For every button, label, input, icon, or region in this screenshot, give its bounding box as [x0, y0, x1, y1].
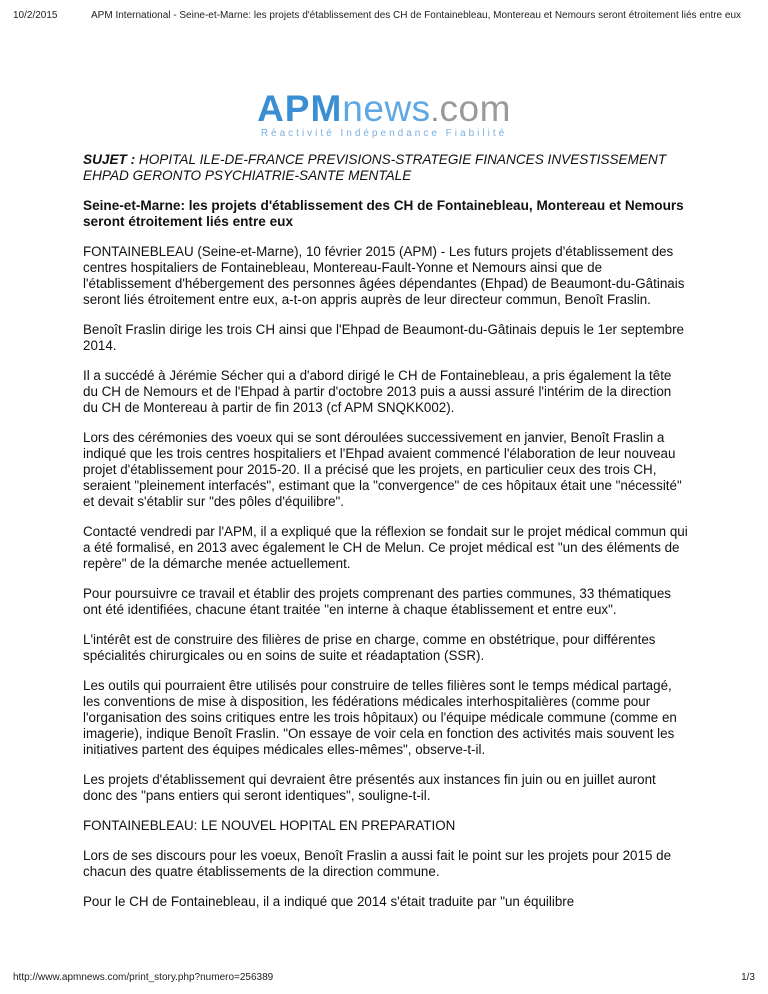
subject-text: HOPITAL ILE-DE-FRANCE PREVISIONS-STRATEGIE FINANCES INVESTISSEMENT EHPAD GERONTO PSYCHIATRIE-SANTE MENTALE: [83, 152, 667, 183]
paragraph: Lors des cérémonies des voeux qui se sont déroulées successivement en janvier, Benoît Fraslin a indiqué que les trois centres hospitaliers et l'Ehpad avaient commencé l'élaboration de leur nouveau projet d'établissement pour 2015-20. Il a précisé que les projets, en particulier ceux des trois CH, seraient "pleinement interfacés", estimant que la "convergence" de ces hôpitaux était une "nécessité" et devait s'établir sur "des pôles d'équilibre".: [83, 430, 682, 509]
paragraph: Les projets d'établissement qui devraient être présentés aux instances fin juin ou en juillet auront donc des "pans entiers qui seront identiques", souligne-t-il.: [83, 772, 656, 803]
print-title: APM International - Seine-et-Marne: les projets d'établissement des CH de Fontainebleau, Montereau et Nemours seront étroitement liés entre eux: [91, 10, 742, 21]
subject-label: SUJET :: [83, 152, 136, 167]
logo-tagline: Réactivité Indépendance Fiabilité: [260, 128, 508, 139]
paragraph: L'intérêt est de construire des filières de prise en charge, comme en obstétrique, pour différentes spécialités chirurgicales ou en soins de suite et réadaptation (SSR).: [83, 632, 656, 663]
print-date: 10/2/2015: [13, 10, 58, 21]
page-url: http://www.apmnews.com/print_story.php?numero=256389: [13, 972, 274, 983]
article-subject: [83, 152, 688, 184]
article: [83, 152, 688, 924]
section-heading: FONTAINEBLEAU: LE NOUVEL HOPITAL EN PREPARATION: [83, 818, 456, 833]
article-headline: Seine-et-Marne: les projets d'établissement des CH de Fontainebleau, Montereau et Nemours seront étroitement liés entre eux: [83, 198, 684, 229]
page-number: 1/3: [741, 972, 755, 983]
apmnews-logo: [0, 90, 768, 139]
paragraph: Pour le CH de Fontainebleau, il a indiqué que 2014 s'était traduite par "un équilibre: [83, 894, 575, 909]
paragraph: Les outils qui pourraient être utilisés pour construire de telles filières sont le temps médical partagé, les conventions de mise à disposition, les fédérations médicales interhospitalières (comme pour l'organisation des soins critiques entre les trois hôpitaux) ou l'équipe médicale commune (comme en imagerie), indique Benoît Fraslin. "On essaye de voir cela en fonction des activités mais souvent les initiatives partent des équipes médicales elles-mêmes", observe-t-il.: [83, 678, 677, 757]
paragraph: FONTAINEBLEAU (Seine-et-Marne), 10 février 2015 (APM) - Les futurs projets d'établissement des centres hospitaliers de Fontainebleau, Montereau-Fault-Yonne et Nemours ainsi que de l'établissement d'hébergement des personnes âgées dépendantes (Ehpad) de Beaumont-du-Gâtinais seront liés étroitement entre eux, a-t-on appris auprès de leur directeur commun, Benoît Fraslin.: [83, 244, 685, 307]
paragraph: Contacté vendredi par l'APM, il a expliqué que la réflexion se fondait sur le projet médical commun qui a été formalisé, en 2013 avec également le CH de Melun. Ce projet médical est "un des éléments de repère" de la démarche menée actuellement.: [83, 524, 688, 571]
paragraph: Pour poursuivre ce travail et établir des projets comprenant des parties communes, 33 thématiques ont été identifiées, chacune étant traitée "en interne à chaque établissement et entre eux".: [83, 586, 671, 617]
paragraph: Il a succédé à Jérémie Sécher qui a d'abord dirigé le CH de Fontainebleau, a pris également la tête du CH de Nemours et de l'Ehpad à partir d'octobre 2013 puis a aussi assuré l'intérim de la direction du CH de Montereau à partir de fin 2013 (cf APM SNQKK002).: [83, 368, 672, 415]
logo-wordmark: APMnews.com: [257, 88, 511, 129]
paragraph: Benoît Fraslin dirige les trois CH ainsi que l'Ehpad de Beaumont-du-Gâtinais depuis le 1er septembre 2014.: [83, 322, 684, 353]
paragraph: Lors de ses discours pour les voeux, Benoît Fraslin a aussi fait le point sur les projets pour 2015 de chacun des quatre établissements de la direction commune.: [83, 848, 672, 879]
